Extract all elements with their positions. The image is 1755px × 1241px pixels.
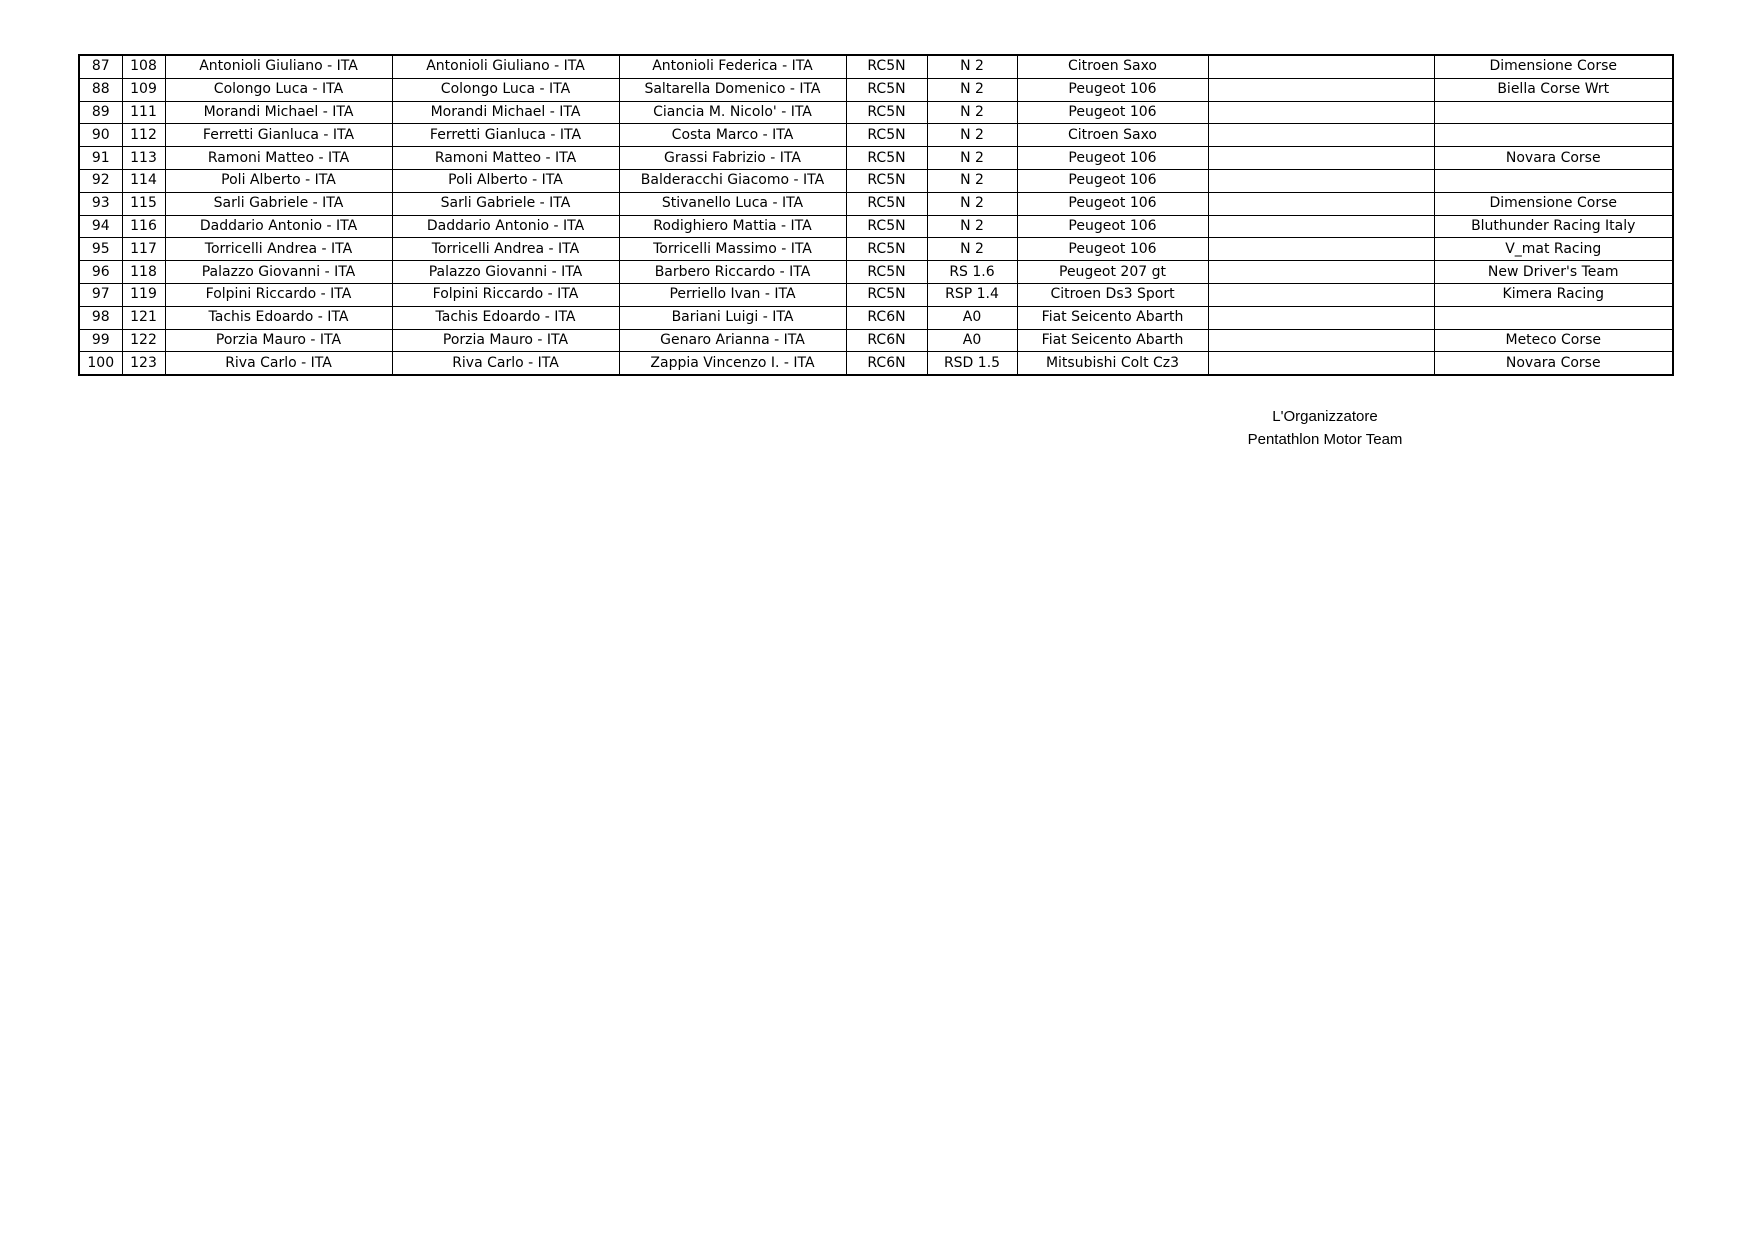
cell-driver: Sarli Gabriele - ITA xyxy=(392,192,619,215)
cell-number: 116 xyxy=(122,215,165,238)
cell-position: 96 xyxy=(79,261,122,284)
cell-team: Dimensione Corse xyxy=(1434,192,1673,215)
entry-list-table xyxy=(78,54,1674,376)
cell-co-driver: Ciancia M. Nicolo' - ITA xyxy=(619,101,846,124)
table-row xyxy=(79,101,1673,124)
cell-number: 113 xyxy=(122,147,165,170)
cell-number: 117 xyxy=(122,238,165,261)
table-row xyxy=(79,283,1673,306)
cell-team xyxy=(1434,306,1673,329)
cell-notes xyxy=(1208,192,1434,215)
cell-notes xyxy=(1208,283,1434,306)
cell-driver: Morandi Michael - ITA xyxy=(392,101,619,124)
cell-position: 92 xyxy=(79,169,122,192)
cell-group: N 2 xyxy=(927,169,1017,192)
cell-notes xyxy=(1208,215,1434,238)
cell-position: 99 xyxy=(79,329,122,352)
cell-number: 119 xyxy=(122,283,165,306)
cell-number: 121 xyxy=(122,306,165,329)
cell-team: Bluthunder Racing Italy xyxy=(1434,215,1673,238)
cell-team xyxy=(1434,124,1673,147)
cell-competitor: Poli Alberto - ITA xyxy=(165,169,392,192)
entry-rows xyxy=(79,55,1673,375)
cell-notes xyxy=(1208,147,1434,170)
cell-driver: Tachis Edoardo - ITA xyxy=(392,306,619,329)
cell-co-driver: Costa Marco - ITA xyxy=(619,124,846,147)
cell-driver: Porzia Mauro - ITA xyxy=(392,329,619,352)
cell-car: Peugeot 106 xyxy=(1017,215,1208,238)
cell-co-driver: Bariani Luigi - ITA xyxy=(619,306,846,329)
cell-team: Novara Corse xyxy=(1434,352,1673,375)
cell-team: V_mat Racing xyxy=(1434,238,1673,261)
cell-notes xyxy=(1208,55,1434,78)
cell-car: Peugeot 106 xyxy=(1017,192,1208,215)
cell-position: 100 xyxy=(79,352,122,375)
cell-group: A0 xyxy=(927,306,1017,329)
cell-competitor: Colongo Luca - ITA xyxy=(165,78,392,101)
cell-driver: Colongo Luca - ITA xyxy=(392,78,619,101)
cell-co-driver: Saltarella Domenico - ITA xyxy=(619,78,846,101)
cell-group: N 2 xyxy=(927,55,1017,78)
cell-position: 90 xyxy=(79,124,122,147)
cell-team: New Driver's Team xyxy=(1434,261,1673,284)
cell-position: 98 xyxy=(79,306,122,329)
cell-driver: Antonioli Giuliano - ITA xyxy=(392,55,619,78)
table-row xyxy=(79,352,1673,375)
cell-competitor: Tachis Edoardo - ITA xyxy=(165,306,392,329)
cell-driver: Torricelli Andrea - ITA xyxy=(392,238,619,261)
table-row xyxy=(79,238,1673,261)
cell-competitor: Palazzo Giovanni - ITA xyxy=(165,261,392,284)
cell-car: Fiat Seicento Abarth xyxy=(1017,329,1208,352)
cell-co-driver: Antonioli Federica - ITA xyxy=(619,55,846,78)
cell-number: 114 xyxy=(122,169,165,192)
table-row xyxy=(79,329,1673,352)
cell-group: N 2 xyxy=(927,124,1017,147)
cell-co-driver: Rodighiero Mattia - ITA xyxy=(619,215,846,238)
cell-driver: Ramoni Matteo - ITA xyxy=(392,147,619,170)
cell-position: 88 xyxy=(79,78,122,101)
cell-car: Citroen Saxo xyxy=(1017,124,1208,147)
cell-driver: Palazzo Giovanni - ITA xyxy=(392,261,619,284)
cell-team: Dimensione Corse xyxy=(1434,55,1673,78)
cell-driver: Ferretti Gianluca - ITA xyxy=(392,124,619,147)
cell-team: Biella Corse Wrt xyxy=(1434,78,1673,101)
cell-class: RC6N xyxy=(846,352,927,375)
cell-competitor: Porzia Mauro - ITA xyxy=(165,329,392,352)
cell-notes xyxy=(1208,306,1434,329)
cell-notes xyxy=(1208,352,1434,375)
cell-driver: Poli Alberto - ITA xyxy=(392,169,619,192)
cell-competitor: Ramoni Matteo - ITA xyxy=(165,147,392,170)
cell-notes xyxy=(1208,78,1434,101)
cell-notes xyxy=(1208,329,1434,352)
cell-car: Peugeot 106 xyxy=(1017,78,1208,101)
cell-number: 122 xyxy=(122,329,165,352)
cell-co-driver: Grassi Fabrizio - ITA xyxy=(619,147,846,170)
cell-car: Peugeot 106 xyxy=(1017,101,1208,124)
cell-group: RSD 1.5 xyxy=(927,352,1017,375)
cell-group: N 2 xyxy=(927,147,1017,170)
cell-class: RC5N xyxy=(846,101,927,124)
cell-notes xyxy=(1208,238,1434,261)
cell-co-driver: Barbero Riccardo - ITA xyxy=(619,261,846,284)
cell-co-driver: Balderacchi Giacomo - ITA xyxy=(619,169,846,192)
table-row xyxy=(79,261,1673,284)
cell-competitor: Riva Carlo - ITA xyxy=(165,352,392,375)
cell-car: Peugeot 106 xyxy=(1017,238,1208,261)
cell-class: RC5N xyxy=(846,238,927,261)
cell-co-driver: Perriello Ivan - ITA xyxy=(619,283,846,306)
signature-role: L'Organizzatore xyxy=(1272,408,1378,425)
cell-competitor: Daddario Antonio - ITA xyxy=(165,215,392,238)
cell-number: 123 xyxy=(122,352,165,375)
cell-class: RC6N xyxy=(846,306,927,329)
cell-class: RC6N xyxy=(846,329,927,352)
cell-number: 111 xyxy=(122,101,165,124)
cell-position: 87 xyxy=(79,55,122,78)
cell-driver: Daddario Antonio - ITA xyxy=(392,215,619,238)
cell-driver: Folpini Riccardo - ITA xyxy=(392,283,619,306)
cell-team: Novara Corse xyxy=(1434,147,1673,170)
cell-competitor: Folpini Riccardo - ITA xyxy=(165,283,392,306)
cell-number: 112 xyxy=(122,124,165,147)
cell-class: RC5N xyxy=(846,283,927,306)
table-row xyxy=(79,124,1673,147)
table-row xyxy=(79,169,1673,192)
cell-co-driver: Zappia Vincenzo I. - ITA xyxy=(619,352,846,375)
cell-car: Peugeot 106 xyxy=(1017,147,1208,170)
cell-number: 118 xyxy=(122,261,165,284)
cell-position: 93 xyxy=(79,192,122,215)
cell-team: Kimera Racing xyxy=(1434,283,1673,306)
cell-group: A0 xyxy=(927,329,1017,352)
cell-group: N 2 xyxy=(927,101,1017,124)
cell-number: 108 xyxy=(122,55,165,78)
table-row xyxy=(79,192,1673,215)
cell-position: 89 xyxy=(79,101,122,124)
cell-car: Mitsubishi Colt Cz3 xyxy=(1017,352,1208,375)
cell-team xyxy=(1434,101,1673,124)
cell-co-driver: Torricelli Massimo - ITA xyxy=(619,238,846,261)
cell-group: RSP 1.4 xyxy=(927,283,1017,306)
cell-group: N 2 xyxy=(927,238,1017,261)
cell-position: 97 xyxy=(79,283,122,306)
table-row xyxy=(79,147,1673,170)
cell-competitor: Sarli Gabriele - ITA xyxy=(165,192,392,215)
signature-organization: Pentathlon Motor Team xyxy=(1247,431,1403,448)
cell-notes xyxy=(1208,169,1434,192)
cell-co-driver: Genaro Arianna - ITA xyxy=(619,329,846,352)
cell-position: 94 xyxy=(79,215,122,238)
cell-competitor: Torricelli Andrea - ITA xyxy=(165,238,392,261)
cell-team: Meteco Corse xyxy=(1434,329,1673,352)
cell-car: Citroen Ds3 Sport xyxy=(1017,283,1208,306)
cell-notes xyxy=(1208,124,1434,147)
cell-class: RC5N xyxy=(846,124,927,147)
cell-class: RC5N xyxy=(846,192,927,215)
cell-class: RC5N xyxy=(846,215,927,238)
cell-notes xyxy=(1208,101,1434,124)
cell-class: RC5N xyxy=(846,147,927,170)
cell-car: Peugeot 106 xyxy=(1017,169,1208,192)
table-row xyxy=(79,78,1673,101)
cell-driver: Riva Carlo - ITA xyxy=(392,352,619,375)
table-row xyxy=(79,55,1673,78)
cell-group: RS 1.6 xyxy=(927,261,1017,284)
signature-block xyxy=(1200,405,1450,451)
cell-group: N 2 xyxy=(927,78,1017,101)
cell-car: Fiat Seicento Abarth xyxy=(1017,306,1208,329)
cell-position: 95 xyxy=(79,238,122,261)
cell-class: RC5N xyxy=(846,78,927,101)
cell-team xyxy=(1434,169,1673,192)
cell-competitor: Morandi Michael - ITA xyxy=(165,101,392,124)
cell-class: RC5N xyxy=(846,261,927,284)
cell-number: 109 xyxy=(122,78,165,101)
cell-group: N 2 xyxy=(927,192,1017,215)
table-row xyxy=(79,215,1673,238)
cell-car: Citroen Saxo xyxy=(1017,55,1208,78)
cell-number: 115 xyxy=(122,192,165,215)
cell-car: Peugeot 207 gt xyxy=(1017,261,1208,284)
cell-competitor: Ferretti Gianluca - ITA xyxy=(165,124,392,147)
cell-position: 91 xyxy=(79,147,122,170)
cell-notes xyxy=(1208,261,1434,284)
cell-class: RC5N xyxy=(846,169,927,192)
cell-co-driver: Stivanello Luca - ITA xyxy=(619,192,846,215)
table-row xyxy=(79,306,1673,329)
cell-group: N 2 xyxy=(927,215,1017,238)
cell-competitor: Antonioli Giuliano - ITA xyxy=(165,55,392,78)
cell-class: RC5N xyxy=(846,55,927,78)
